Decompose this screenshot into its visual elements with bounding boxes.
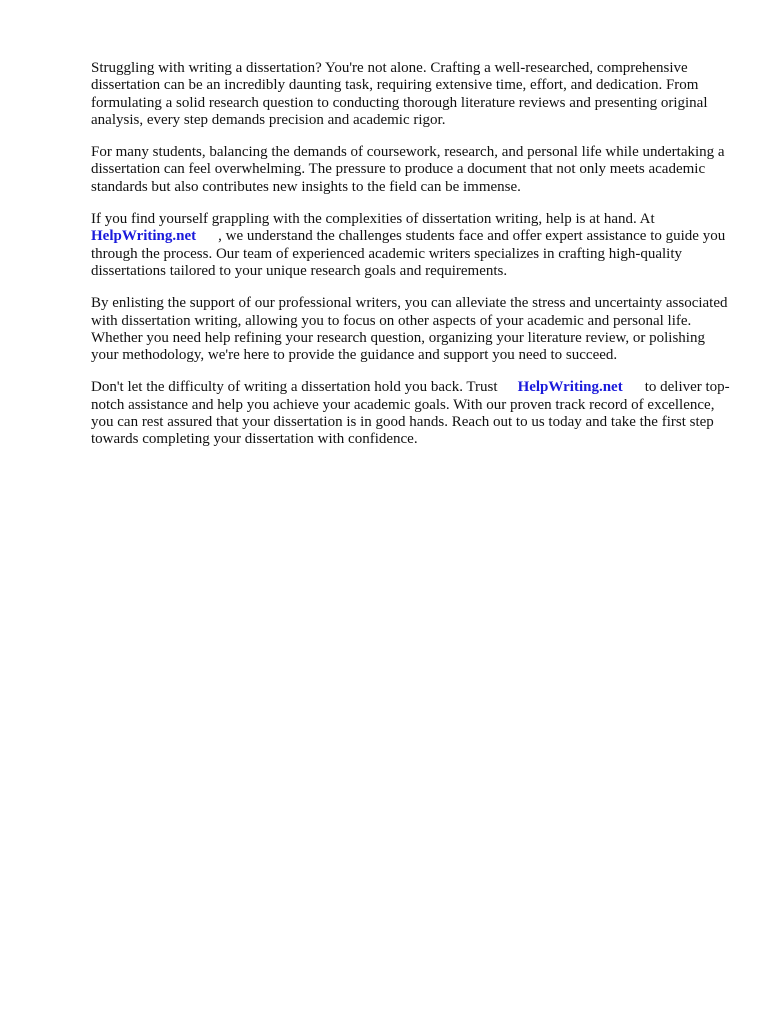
paragraph-text-before-link: If you find yourself grappling with the complexities of dissertation writing, help is at hand. At [91,211,655,228]
paragraph-text-after-link: , we understand the challenges students face and offer expert assistance to guide you through the process. Our team of experienced academic writers specializes in crafting high-quality dissertations tailored to your unique research goals and requirements. [91,228,726,279]
paragraph-intro: Struggling with writing a dissertation? You're not alone. Crafting a well-researched, comprehensive dissertation can be an incredibly daunting task, requiring extensive time, effort, and dedication. From formulating a solid research question to conducting thorough literature reviews and presenting original analysis, every step demands precision and academic rigor. [91,60,708,128]
paragraph-support: By enlisting the support of our professional writers, you can alleviate the stress and uncertainty associated with dissertation writing, allowing you to focus on other aspects of your academic and personal life. Whether you need help refining your research question, organizing your literature review, or polishing your methodology, we're here to provide the guidance and support you need to succeed. [91,295,728,364]
document-body [91,60,731,464]
paragraph-call-to-action [91,379,731,448]
paragraph-help-at-hand [91,211,731,280]
helpwriting-link[interactable]: HelpWriting.net [91,228,197,245]
helpwriting-link[interactable]: HelpWriting.net [517,379,623,396]
paragraph-pressure: For many students, balancing the demands of coursework, research, and personal life while undertaking a dissertation can feel overwhelming. The pressure to produce a document that not only meets academic standards but also contributes new insights to the field can be immense. [91,144,725,195]
paragraph-text-after-link: to deliver top-notch assistance and help you achieve your academic goals. With our proven track record of excellence, you can rest assured that your dissertation is in good hands. Reach out to us today and take the first step towards completing your dissertation with confidence. [91,379,730,448]
paragraph-text-before-link: Don't let the difficulty of writing a dissertation hold you back. Trust [91,379,498,396]
